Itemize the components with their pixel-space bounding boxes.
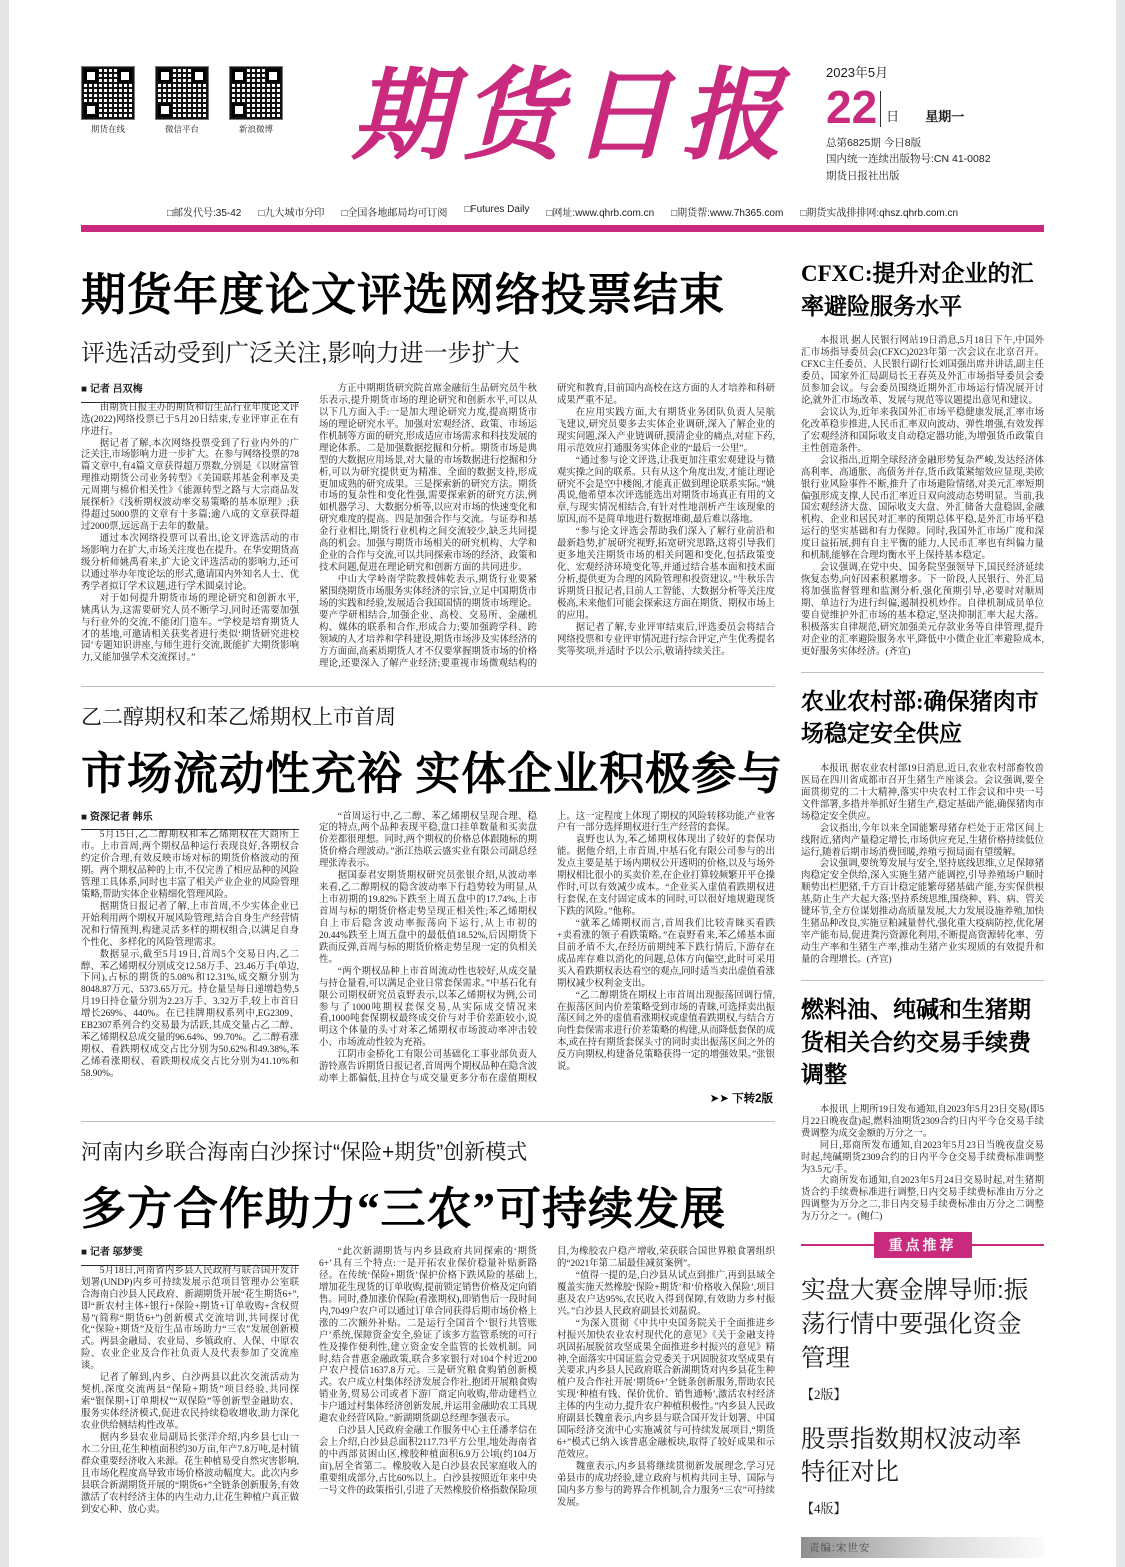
qr-code-icon — [81, 66, 135, 120]
masthead-rule — [81, 225, 1044, 232]
paragraph: 同日,郑商所发布通知,自2023年5月23日当晚夜盘交易时起,纯碱期货2309合约的日内平今仓交易手续费标准调整为3.5元/手。 — [801, 1140, 1044, 1175]
highlight-item — [801, 1274, 1044, 1402]
issue-number: 总第6825期 今日8版 — [826, 137, 922, 149]
paragraph: 据记者了解,专业评审结束后,评选委员会将结合网络投票和专业评审情况进行综合评定,产生优秀提名奖等奖项,并适时予以公示,敬请持续关注。 — [557, 622, 775, 657]
paragraph: “此次新湖期货与内乡县政府共同探索的‘期货6+’具有三个特点:一是开拓农业保价稳量补贴新路径。在传统‘保险+期货’保护价格下跌风险的基础上,增加花生现货的订单收购,提前锁定销售价格及定向销售。同时,叠加涨价保险(看涨期权),即销售后一段时间内,7049户农户可以通过订单合同获得后期市场价格上涨的二次额外补贴。二是运行全国首个‘银行共管账户’系统,保障资金安全,验证了该多方监管系统的可行性及操作便利性,建立资金安全监管的长效机制。同时,结合普惠金融政策,联合多家银行对104个村近200户农户授信1637.8万元。三是研究粮食购销创新模式。农户成立村集体经济发展合作社,抱团开展粮食购销业务,贸易公司或者下游厂商定向收购,带动建档立卡户通过村集体经济创新发展,并运用金融助农工具规避农业经营风险。”新湖期货副总经理李强表示。 — [319, 1247, 537, 1425]
fees-body — [801, 1105, 1044, 1224]
info-bar-item: □邮发代号:35-42 — [166, 208, 242, 219]
qr-code-icon — [229, 66, 283, 120]
paragraph: 本报讯 上期所19日发布通知,自2023年5月23日交易(即5月22日晚夜盘)起,燃料油期货2309合约日内平今仓交易手续费调整为成交金额的万分之一。 — [801, 1104, 1044, 1139]
article-lead — [81, 258, 775, 671]
highlight-title: 实盘大赛金牌导师:振荡行情中要强化资金管理 — [801, 1277, 1029, 1372]
issn-number: 国内统一连续出版物号:CN 41-0082 — [826, 153, 991, 166]
paragraph: 据内乡县农业局副局长张洋介绍,内乡县七山一水二分田,花生种植面积约30万亩,年产7.8万吨,是村镇群众重要经济收入来源。花生种植易受自然灾害影响,且市场化程度高导致市场价格波动幅度大。此次内乡县联合新湖期货开展的“期货6+”全链条创新服务,有效激活了农村经济主体的内生动力,让花生种植户真正做到安心种、放心卖。 — [81, 1432, 299, 1515]
newspaper-front-page — [9, 0, 1116, 1567]
qr-label: 期货在线 — [90, 124, 125, 134]
paragraph: 中山大学岭南学院教授韩乾表示,期货行业要紧紧围绕期货市场服务实体经济的宗旨,立足中国期货市场的实践和经验,发展适合我国国情的期货市场理论。要产学研相结合,加强企业、高校、交易所、金融机构、媒体的联系和合作,形成合力;要加强跨学科、跨领域的人才培养和学科建设,期货市场涉及实体经济的方方面面,高素质期货人才不仅要掌握期货市场的价格理论,还要深入了解产业经济;要重视市场微观结构的研究和教育,目前国内高校在这方面的人才培养和科研成果严重不足。 — [319, 384, 775, 669]
newspaper-title: 期货日报 — [351, 61, 792, 172]
paragraph: 对于如何提升期货市场的理论研究和创新水平,姚禹认为,这需要研究人员不断学习,同时还需要加强与行业外的交流,不能闭门造车。“学校是培育期货人才的基地,可邀请相关获奖者进行类似‘期货研究进校园’专题知识讲座,与师生进行交流,既能扩大期货影响力,又能加强学术交流探讨。” — [81, 593, 299, 664]
lead-body — [81, 384, 775, 671]
article-fee-adjustment — [801, 994, 1044, 1224]
byline: ■ 记者 邬梦雯 — [81, 1247, 299, 1266]
paragraph: “通过参与论文评选,让我更加注重宏观建设与微观实操之间的联系。只有从这个角度出发,才能让理论研究不会是空中楼阁,才能真正做到理论联系实际。”姚禹说,他希望本次评选能选出对期货市场真正有用的文章,与现实情况相结合,有针对性地剖析产生该现象的原因,而不是简单地进行数据堆砌,最后难以落地。 — [557, 455, 775, 526]
paragraph: 5月15日,乙二醇期权和苯乙烯期权在大商所上市。上市首周,两个期权品种运行表现良好,各期权合约定价合理,有效反映市场对标的期货价格波动的预期。两个期权品种的上市,不仅完善了相应品种的风险管理工具体系,同时也丰富了相关产业企业的风险管理策略,帮助实体企业精细化管理风险。 — [81, 830, 299, 900]
paragraph: 据记者了解,本次网络投票受到了行业内外的广泛关注,市场影响力进一步扩大。在参与网络投票的78篇文章中,有4篇文章获得超万票数,分别是《以财富管理推动期货公司业务转型》《美国联邦基金利率及美元周期与棉价相关性》《能源转型之路与大宗商品发展探析》《浅析期权波动率交易策略的基本原理》;获得超过5000票的文章有十多篇;逾八成的文章获得超过2000票,远远高于去年的数量。 — [81, 438, 299, 533]
info-bar-item: □期货实战排排网:qhsz.qhrb.com.cn — [800, 208, 959, 219]
article-pork-supply — [801, 686, 1044, 967]
kicker: 乙二醇期权和苯乙烯期权上市首周 — [81, 705, 396, 729]
day-number: 22 — [826, 81, 878, 133]
info-bar-item: □九大城市分印 — [258, 208, 325, 219]
paragraph: “值得一提的是,白沙县从试点到推广,再到县域全覆盖实施天然橡胶‘保险+期货’和‘价格收入保险’,项目惠及农户达95%,农民收入得到保障,有效助力乡村振兴。”白沙县人民政府副县长刘磊说。 — [557, 1270, 775, 1317]
paragraph: 据期货日报记者了解,上市首周,不少实体企业已开始利用两个期权开展风险管理,结合自身生产经营情况和行情预判,构建灵活多样的期权组合,以满足自身个性化、多样化的风险管理需求。 — [81, 901, 299, 948]
info-bar-item: □Futures Daily — [464, 204, 530, 215]
sidebar — [801, 258, 1044, 1558]
page-body — [81, 258, 1044, 1558]
kicker: 河南内乡联合海南白沙探讨“保险+期货”创新模式 — [81, 1141, 528, 1165]
lead-subhead: 评选活动受到广泛关注,影响力进一步扩大 — [81, 340, 520, 367]
day-suffix: 日 — [886, 109, 900, 124]
paragraph: 会议强调,要统筹发展与安全,坚持底线思维,立足保障猪肉稳定安全供给,深入实施生猪产能调控,引导养殖场户顺时顺势出栏肥猪,千方百计稳定能繁母猪基础产能,夯实保供根基,防止生产大起大落;坚持系统思维,围绕种、料、病、管关键环节,全方位谋划推动高质量发展,大力发展设施养殖,加快生猪品种改良,实施豆粕减量替代,强化重大疫病防控,优化屠宰产能布局,促进粪污资源化利用,不断提高资源转化率、劳动生产率和生猪生产率,推动生猪产业实现质的有效提升和量的合理增长。(齐宣) — [801, 859, 1044, 965]
highlight-page-ref: 【4版】 — [801, 1501, 847, 1517]
mid-headline: 市场流动性充裕 实体企业积极参与 — [81, 748, 784, 799]
paragraph: 会议指出,今年以来全国能繁母猪存栏处于正常区间上线附近,猪肉产量稳定增长,市场供应充足,生猪价格持续低位运行,随着后期市场消费回暖,养殖亏损局面有望缓解。 — [801, 823, 1044, 858]
highlight-item — [801, 1423, 1044, 1518]
continuation-note: ➤➤ 下转2版 — [709, 1093, 773, 1106]
qr-code-icon — [155, 66, 209, 120]
paragraph: “为深入贯彻《中共中央国务院关于全面推进乡村振兴加快农业农村现代化的意见》《关于金融支持巩固拓展脱贫攻坚成果全面推进乡村振兴的意见》精神,全面落实中国证监会党委关于巩固脱贫攻坚成果有关要求,内乡县人民政府联合新湖期货对内乡县花生种植户及合作社开展‘期货6+’全链条创新服务,帮助农民实现‘种植有钱、保价优价、销售通畅’,激活农村经济主体的内生动力,提升农户种植积极性。”内乡县人民政府副县长魏童表示,内乡县与联合国开发计划署、中国国际经济交流中心实施减贫与可持续发展项目,“期货6+”模式已纳入该普惠金融板块,取得了较好成果和示范效应。 — [557, 1318, 775, 1460]
highlights-badge: 重点推荐 — [874, 1232, 972, 1258]
section-divider — [81, 1121, 775, 1122]
paragraph: 5月18日,河南省内乡县人民政府与联合国开发计划署(UNDP)内乡可持续发展示范项目管理办公室联合海南白沙县人民政府、新湖期货开展“花生期货6+”,即“新农村主体+银行+保险+期货+订单收购+含权贸易”(简称“期货6+”)创新模式交流培训,共同探讨优化“保险+期货”及衍生品市场助力“三农”发展创新模式。两县金融局、农业局、乡镇政府、人保、中原农险、农业企业及合作社负责人及代表参加了交流座谈。 — [81, 1265, 299, 1372]
paragraph: 会议认为,近年来我国外汇市场平稳健康发展,汇率市场化改革稳步推进,人民币汇率双向波动、弹性增强,有效发挥了宏观经济和国际收支自动稳定器功能,为增强货币政策自主性创造条件。 — [801, 407, 1044, 454]
paragraph: 本报讯 据人民银行网站19日消息,5月18日下午,中国外汇市场指导委员会(CFXC)2023年第一次会议在北京召开。CFXC主任委员、人民银行副行长刘国强出席并讲话,副主任委员、国家外汇局副局长王春英及外汇市场指导委员会委员参加会议。与会委员围绕近期外汇市场运行情况展开讨论,就外汇市场改革、发展与规范等议题提出意见和建议。 — [801, 336, 1044, 406]
paragraph: 白沙县人民政府金融工作服务中心主任潘孝信在会上介绍,白沙县总面积2117.73平方公里,地处海南省的中西部贫困山区,橡胶种植面积6.9万公顷(约104万亩),居全省第二。橡胶收入是白沙县农民家庭收入的重要组成部分,占比60%以上。白沙县按照近年来中央一号文件的政策指引,引进了天然橡胶价格指数保险项目,为橡胶农户稳产增收,荣获联合国世界粮食署组织的“2021年第二届最佳减贫案例”。 — [319, 1247, 775, 1496]
sidebar-divider — [801, 980, 1044, 981]
publication-month: 2023年5月 — [826, 65, 889, 80]
paragraph: “两个期权品种上市首周流动性也较好,从成交量与持仓量看,可以满足企业日常套保需求。”中基石化有限公司期权研究员袁野表示,以苯乙烯期权为例,公司参与了1000吨期权套保交易,从实际成交情况来看,1000吨套保期权最终成交价与对手价差距较小,说明这个体量的头寸对苯乙烯期权市场波动率冲击较小、市场流动性较为充裕。 — [319, 966, 537, 1049]
agriculture-headline: 农业农村部:确保猪肉市场稳定安全供应 — [801, 688, 1039, 747]
article-cfxc — [801, 258, 1044, 659]
sidebar-divider — [801, 672, 1044, 673]
paragraph: 通过本次网络投票可以看出,论文评选活动的市场影响力在扩大,市场关注度也在提升。在华安期货高级分析师姚禹看来,扩大论文评选活动的影响力,还可以通过举办年度论坛的形式,邀请国内外知名人士、优秀学者拟订学术议题,进行学术圆桌讨论。 — [81, 534, 299, 592]
cfxc-headline: CFXC:提升对企业的汇率避险服务水平 — [801, 261, 1034, 319]
paragraph: 江阴市金桥化工有限公司基础化工事业部负责人游铃熹告诉期货日报记者,首周两个期权品种在隐含波动率上都偏低,且持仓与成交量更多分布在虚值期权上。这一定程度上体现了期权的风险转移功能,产业客户有一部分选择期权进行生产经营的套保。 — [319, 811, 775, 1085]
day-divider — [880, 91, 881, 127]
agriculture-body — [801, 764, 1044, 967]
issue-info — [826, 135, 1044, 184]
date-block — [826, 52, 1044, 184]
qr-code-group — [81, 52, 317, 135]
info-bar-item: □网址:www.qhrb.com.cn — [546, 208, 655, 219]
paragraph: 魏童表示,内乡县将继续贯彻新发展理念,学习兄弟县市的成功经验,建立政府与机构共同主导、国际与国内多方参与的跨界合作机制,合力服务“三农”可持续发展。 — [557, 1461, 775, 1508]
qr-item — [81, 66, 135, 135]
info-bar-item: □期货帮:www.7h365.com — [671, 208, 784, 219]
paragraph: 记者了解到,内乡、白沙两县以此次交流活动为契机,深度交流两县“保险+期货”项目经验,共同探索“银保期+订单期权”“双保险”等创新型金融助农、服务实体经济模式,促进农民持续稳收增收,助力深化农业供给侧结构性改革。 — [81, 1373, 299, 1431]
paragraph: 会议指出,近期全球经济金融形势复杂严峻,发达经济体高利率、高通胀、高债务并存,货币政策紧缩效应显现,美欧银行业风险事件不断,推升了市场避险情绪,对美元汇率短期偏强形成支撑,人民币汇率近日双向波动态势明显。当前,我国宏观经济大盘、国际收支大盘、外汇储备大盘稳固,金融机构、企业和居民对汇率的预期总体平稳,是外汇市场平稳运行的坚实基础和有力保障。同时,我国外汇市场广度和深度日益拓展,拥有自主平衡的能力,人民币汇率也有纠偏力量和机制,能够在合理均衡水平上保持基本稳定。 — [801, 455, 1044, 562]
paragraph: 袁野也认为,苯乙烯期权体现出了较好的套保功能。据他介绍,上市首周,中基石化有限公司参与的出发点主要是基于场内期权公开透明的价格,以及与场外期权相比很小的买卖价差,在企业打算较频繁开平仓操作时,可以有效减少成本。“企业买入虚值看跌期权进行套保,在支付固定成本的同时,可以很好地规避现货下跌的风险。”他称。 — [557, 835, 775, 917]
paragraph: “参与论文评选会帮助我们深入了解行业前沿和最新趋势,扩展研究视野,拓宽研究思路,这将引导我们更多地关注期货市场的相关问题和变化,包括政策变化、宏观经济环境变化等,并通过结合基本面和技术面分析,提供更为合理的风险管理和投资建议。”牛秋乐告诉期货日报记者,目前人工智能、大数据分析等关注度极高,未来他们可能会探索这方面在期货、期权市场上的应用。 — [557, 527, 775, 621]
paragraph: 方正中期期货研究院首席金融衍生品研究员牛秋乐表示,提升期货市场的理论研究和创新水平,可以从以下几方面入手:一是加大理论研究力度,提高期货市场的理论研究水平。加强对宏观经济、政策、市场运作机制等方面的研究,形成适应市场需求和科技发展的理论体系。二是加强数据挖掘和分析。期货市场是典型的大数据应用场景,对大量的市场数据进行挖掘和分析,可以为研究提供更为精准、全面的数据支持,形成更加成熟的研究成果。三是探索新的研究方法。期货市场的复杂性和变化性强,需要探索新的研究方法,例如机器学习、大数据分析等,以应对市场的快速变化和研究难度的提高。四是加强合作与交流。与证券和基金行业相比,期货行业机构之间交流较少,缺乏共同提高的机会。加强与期货市场相关的研究机构、大学和企业的合作与交流,可以共同探索市场的经济、政策和技术问题,促进在理论研究和创新方面的共同进步。 — [319, 384, 537, 574]
qr-item — [229, 66, 283, 135]
highlight-page-ref: 【2版】 — [801, 1386, 847, 1402]
qr-label: 新浪微博 — [238, 124, 273, 134]
fees-headline: 燃料油、纯碱和生猪期货相关合约交易手续费调整 — [801, 996, 1031, 1088]
editor-credit-bar: 责编:宋世安 — [801, 1537, 1044, 1558]
paragraph: 本报讯 据农业农村部19日消息,近日,农业农村部畜牧兽医局在四川省成都市召开生猪生产座谈会。会议强调,要全面贯彻党的二十大精神,落实中央农村工作会议和中央一号文件部署,多措并举抓好生猪生产,稳定基础产能,确保猪肉市场稳定安全供应。 — [801, 763, 1044, 822]
weekday: 星期一 — [925, 109, 965, 124]
paragraph: 在应用实践方面,大有期货业务团队负责人吴航飞建议,研究员要多去实体企业调研,深入了解企业的现实问题,深入产业链调研,摸清企业的痛点,对症下药,用示范效应打通服务实体企业的“最后一公里”。 — [557, 407, 775, 454]
publication-day-row — [826, 81, 1044, 133]
article-options-week — [81, 701, 784, 1107]
paragraph: 据国泰君安期货期权研究员张银介绍,从波动率来看,乙二醇期权的隐含波动率下行趋势较为明显,从上市初期的19.82%下跌至上周五盘中的17.74%,上市首周与标的期货价格走势呈现正相关性;苯乙烯期权自上市后隐含波动率振荡向下运行,从上市初的20.44%跌至上周五盘中的最低值18.52%,后因期货下跌而反弹,首周与标的期货价格走势呈现一定的负相关性。 — [319, 871, 537, 965]
section-divider — [81, 686, 775, 687]
info-bar-item: □全国各地邮局均可订阅 — [341, 208, 448, 219]
paragraph: 由期货日报主办的期货和衍生品行业年度论文评选(2022)网络投票已于5月20日结束,专业评审正在有序进行。 — [81, 402, 299, 437]
byline: ■ 记者 吕双梅 — [81, 384, 299, 403]
paragraph: 会议强调,在党中央、国务院坚强领导下,国民经济延续恢复态势,向好因素积累增多。下一阶段,人民银行、外汇局将加强监督管理和监测分析,强化预期引导,必要时对顺周期、单边行为进行纠偏,遏制投机炒作。自律机制成员单位要自觉维护外汇市场的基本稳定,坚决抑制汇率大起大落。积极落实自律规范,研究加强美元存款业务等自律管理,提升对企业的汇率避险服务水平,降低中小微企业汇率避险成本,更好服务实体经济。(齐宣) — [801, 563, 1044, 657]
bottom-body — [81, 1247, 775, 1516]
info-bar — [81, 194, 1044, 225]
paragraph: 数据显示,截至5月19日,首周5个交易日内,乙二醇、苯乙烯期权分别成交12.58万手、23.46万手(单边,下同),占标的期货的5.08%和12.31%,成交额分别为8048.87万元、5373.65万元。持仓量呈每日递增趋势,5月19日持仓量分别为2.23万手、3.32万手,较上市首日增长269%、440%。在已挂牌期权系列中,EG2309、EB2307系列合约交易最为活跃,其成交量占乙二醇、苯乙烯期权总成交量的96.64%、99.70%。乙二醇看涨期权、看跌期权成交占比分别为50.62%和49.38%,苯乙烯看涨期权、看跌期权成交占比分别为41.10%和58.90%。 — [81, 949, 299, 1079]
lead-headline: 期货年度论文评选网络投票结束 — [81, 270, 726, 320]
paragraph: “乙二醇期货在期权上市首周出现振荡回调行情,在振荡区间内价差策略受到市场的青睐,可选择卖出振荡区间之外的虚值看涨期权或虚值看跌期权,与结合方向性套保需求进行价差策略的构建,从而降低套保的成本,或在持有期货套保头寸的同时卖出振荡区间之外的反方向期权,构建备兑策略获得一定的增强效果。”张银说。 — [557, 990, 775, 1073]
main-column — [81, 258, 784, 1558]
paragraph: “首周运行中,乙二醇、苯乙烯期权呈现合理、稳定的特点,两个品种表现平稳,盘口挂单数量和买卖盘价差都很理想。同时,两个期权的价格总体跟随标的期货价格合理波动。”浙江热联云盛实业有限公司副总经理张涛表示。 — [319, 811, 537, 870]
highlights-box — [801, 1237, 1044, 1517]
highlight-title: 股票指数期权波动率特征对比 — [801, 1425, 1022, 1487]
paragraph: 大商所发布通知,自2023年5月24日交易时起,对生猪期货合约手续费标准进行调整,日内交易手续费标准由万分之四调整为万分之二,非日内交易手续费标准由万分之二调整为万分之一。(鲍仁) — [801, 1176, 1044, 1223]
bottom-headline: 多方合作助力“三农”可持续发展 — [81, 1184, 727, 1235]
qr-label: 微信平台 — [164, 124, 199, 134]
article-rural-cooperation — [81, 1136, 775, 1516]
paragraph: “就苯乙烯期权而言,首周我们比较青睐买看跌+卖看涨的领子看跌策略。”在袁野看来,苯乙烯基本面目前矛盾不大,在经历前期纯苯下跌行情后,下游存在成品库存难以消化的问题,总体方向偏空,此时可采用买入看跌期权表达看空的观点,同时适当卖出虚值看涨期权减少权利金支出。 — [557, 918, 775, 989]
qr-item — [155, 66, 209, 135]
publisher: 期货日报社出版 — [826, 169, 900, 182]
byline: ■ 资深记者 韩乐 — [81, 812, 299, 831]
masthead — [81, 52, 1044, 194]
mid-body — [81, 812, 775, 1087]
cfxc-body — [801, 336, 1044, 658]
